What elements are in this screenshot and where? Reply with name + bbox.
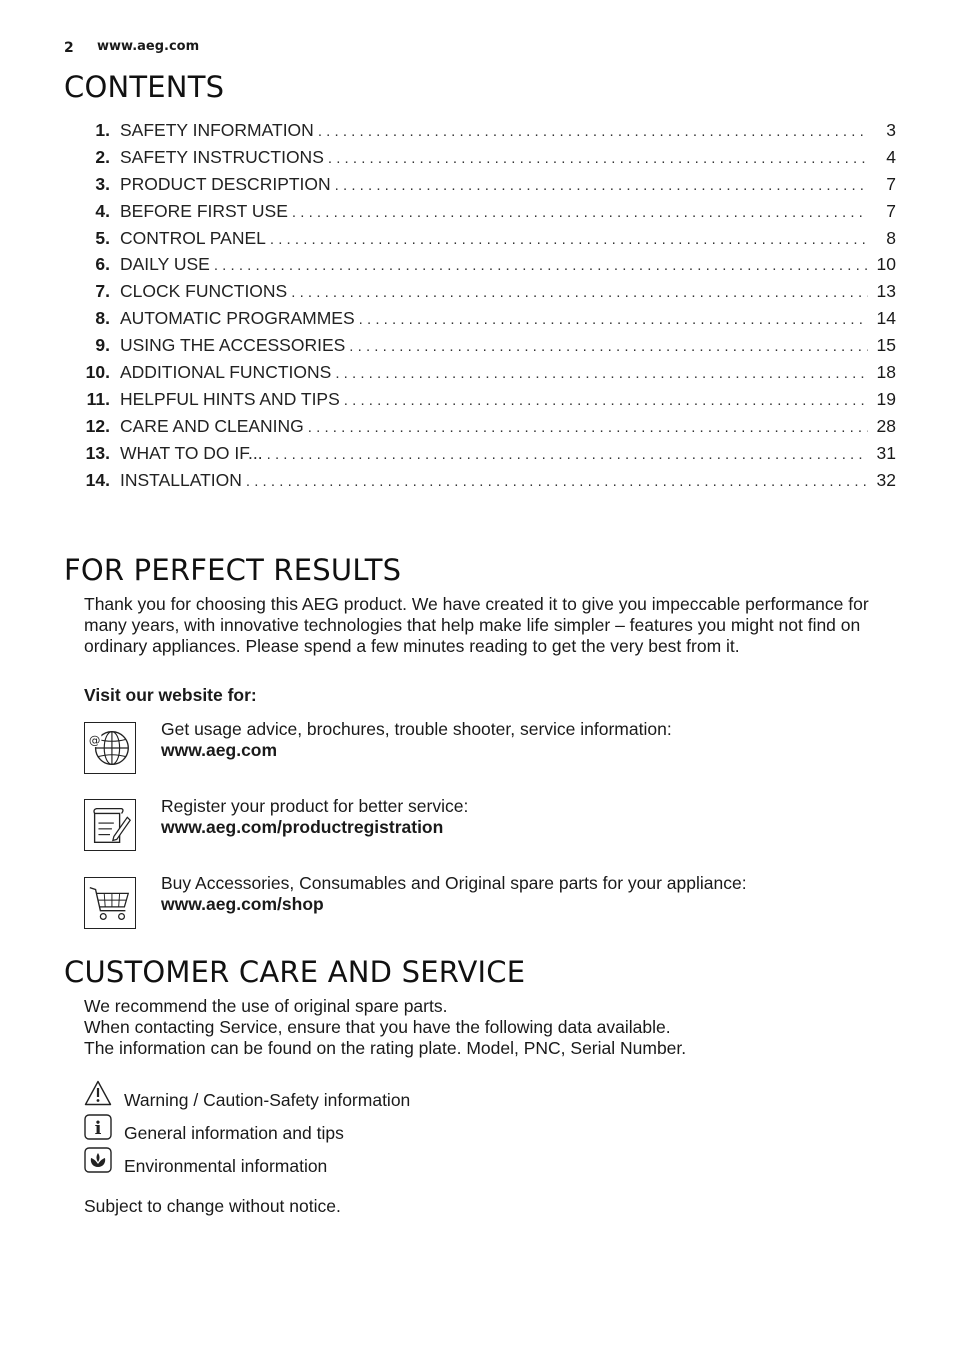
- table-of-contents: [70, 120, 896, 496]
- perfect-results-title: FOR PERFECT RESULTS: [64, 553, 402, 587]
- care-line: We recommend the use of original spare parts.: [84, 996, 448, 1016]
- toc-item-number: 10.: [85, 362, 110, 383]
- link-description: Get usage advice, brochures, trouble shooter, service information:: [161, 719, 672, 739]
- change-notice: Subject to change without notice.: [84, 1196, 341, 1216]
- toc-leader-dots: [291, 284, 868, 301]
- toc-item-title: CARE AND CLEANING: [120, 415, 304, 436]
- toc-item[interactable]: [70, 308, 896, 335]
- toc-item-number: 13.: [85, 442, 110, 463]
- svg-text:i: i: [94, 1118, 102, 1139]
- toc-item-number: 11.: [86, 388, 110, 409]
- toc-leader-dots: [328, 150, 868, 167]
- toc-leader-dots: [292, 204, 868, 221]
- toc-item-title: DAILY USE: [120, 254, 210, 275]
- toc-item-page: 18: [876, 362, 896, 383]
- toc-item[interactable]: [70, 201, 896, 228]
- legend-environment-text: Environmental information: [124, 1156, 328, 1176]
- toc-item[interactable]: [70, 389, 896, 416]
- toc-item-page: 10: [876, 254, 896, 275]
- link-usage-advice: [161, 719, 672, 761]
- toc-item-title: WHAT TO DO IF...: [120, 442, 263, 463]
- environment-icon: [84, 1147, 112, 1173]
- care-line: The information can be found on the rating plate. Model, PNC, Serial Number.: [84, 1038, 687, 1058]
- info-icon: [84, 1114, 112, 1140]
- toc-item-number: 1.: [95, 120, 110, 140]
- toc-item-number: 7.: [95, 281, 110, 302]
- legend-info-text: General information and tips: [124, 1123, 344, 1143]
- toc-item-number: 4.: [95, 200, 110, 221]
- toc-item[interactable]: [70, 147, 896, 174]
- link-description: Register your product for better service:: [161, 796, 469, 816]
- svg-text:@: @: [88, 733, 101, 748]
- toc-item-page: 19: [876, 388, 896, 409]
- toc-item-number: 8.: [95, 308, 110, 329]
- toc-leader-dots: [335, 177, 868, 194]
- toc-item-page: 15: [876, 335, 896, 356]
- toc-leader-dots: [308, 419, 868, 436]
- shopping-cart-icon: [84, 877, 136, 929]
- toc-item[interactable]: [70, 443, 896, 470]
- toc-item-title: PRODUCT DESCRIPTION: [120, 173, 331, 194]
- toc-item-page: 7: [886, 200, 896, 221]
- toc-item-number: 6.: [95, 254, 110, 275]
- toc-item-page: 3: [886, 120, 896, 140]
- toc-item-number: 2.: [95, 146, 110, 167]
- toc-item[interactable]: [70, 470, 896, 497]
- link-url-registration[interactable]: www.aeg.com/productregistration: [161, 817, 444, 837]
- globe-at-icon: [84, 722, 136, 774]
- toc-item[interactable]: [70, 335, 896, 362]
- toc-item-number: 5.: [95, 227, 110, 248]
- registration-notepad-icon: [84, 799, 136, 851]
- toc-item-title: CONTROL PANEL: [120, 227, 266, 248]
- toc-leader-dots: [344, 392, 868, 409]
- customer-care-text: [84, 996, 686, 1059]
- toc-item-title: SAFETY INFORMATION: [120, 120, 314, 140]
- toc-leader-dots: [318, 123, 868, 140]
- toc-leader-dots: [246, 473, 868, 490]
- toc-item-page: 32: [876, 469, 896, 490]
- customer-care-title: CUSTOMER CARE AND SERVICE: [64, 955, 526, 989]
- page-number: 2: [64, 40, 74, 56]
- toc-item-title: CLOCK FUNCTIONS: [120, 281, 288, 302]
- toc-leader-dots: [214, 257, 868, 274]
- toc-item-page: 31: [876, 442, 896, 463]
- visit-label: Visit our website for:: [84, 685, 257, 705]
- contents-title: CONTENTS: [64, 70, 225, 104]
- link-register-product: [161, 796, 468, 838]
- toc-leader-dots: [349, 338, 868, 355]
- link-shop: [161, 873, 747, 915]
- intro-paragraph: Thank you for choosing this AEG product. We have created it to give you impeccable performance for many years, with innovative technologies that help make life simpler – features you might not find on ordinary appliances. Please spend a few minutes reading to get the very best from it.: [84, 594, 869, 656]
- toc-item-page: 4: [886, 146, 896, 167]
- link-url-aeg[interactable]: www.aeg.com: [161, 740, 278, 760]
- warning-triangle-icon: [84, 1080, 112, 1106]
- toc-item-page: 7: [886, 173, 896, 194]
- toc-item-number: 3.: [95, 173, 110, 194]
- toc-item[interactable]: [70, 281, 896, 308]
- toc-item-number: 9.: [95, 335, 110, 356]
- toc-leader-dots: [335, 365, 868, 382]
- toc-item-number: 12.: [85, 415, 110, 436]
- header-website[interactable]: www.aeg.com: [97, 39, 200, 54]
- toc-item-title: BEFORE FIRST USE: [120, 200, 288, 221]
- toc-item[interactable]: [70, 416, 896, 443]
- toc-item-page: 8: [886, 227, 896, 248]
- link-description: Buy Accessories, Consumables and Original spare parts for your appliance:: [161, 873, 747, 893]
- toc-item[interactable]: [70, 362, 896, 389]
- toc-leader-dots: [270, 231, 868, 248]
- toc-item-number: 14.: [85, 469, 110, 490]
- toc-item-page: 28: [876, 415, 896, 436]
- toc-item-title: AUTOMATIC PROGRAMMES: [120, 308, 355, 329]
- toc-item-page: 14: [876, 308, 896, 329]
- toc-item[interactable]: [70, 228, 896, 255]
- legend-warning-text: Warning / Caution-Safety information: [124, 1090, 411, 1110]
- toc-item-title: SAFETY INSTRUCTIONS: [120, 146, 324, 167]
- toc-item[interactable]: [70, 174, 896, 201]
- toc-item[interactable]: [70, 120, 896, 147]
- toc-item[interactable]: [70, 254, 896, 281]
- care-line: When contacting Service, ensure that you have the following data available.: [84, 1017, 671, 1037]
- toc-item-page: 13: [876, 281, 896, 302]
- toc-item-title: USING THE ACCESSORIES: [120, 335, 346, 356]
- toc-leader-dots: [359, 311, 868, 328]
- toc-item-title: INSTALLATION: [120, 469, 242, 490]
- toc-leader-dots: [267, 446, 868, 463]
- link-url-shop[interactable]: www.aeg.com/shop: [161, 894, 324, 914]
- toc-item-title: ADDITIONAL FUNCTIONS: [120, 362, 332, 383]
- toc-item-title: HELPFUL HINTS AND TIPS: [120, 388, 340, 409]
